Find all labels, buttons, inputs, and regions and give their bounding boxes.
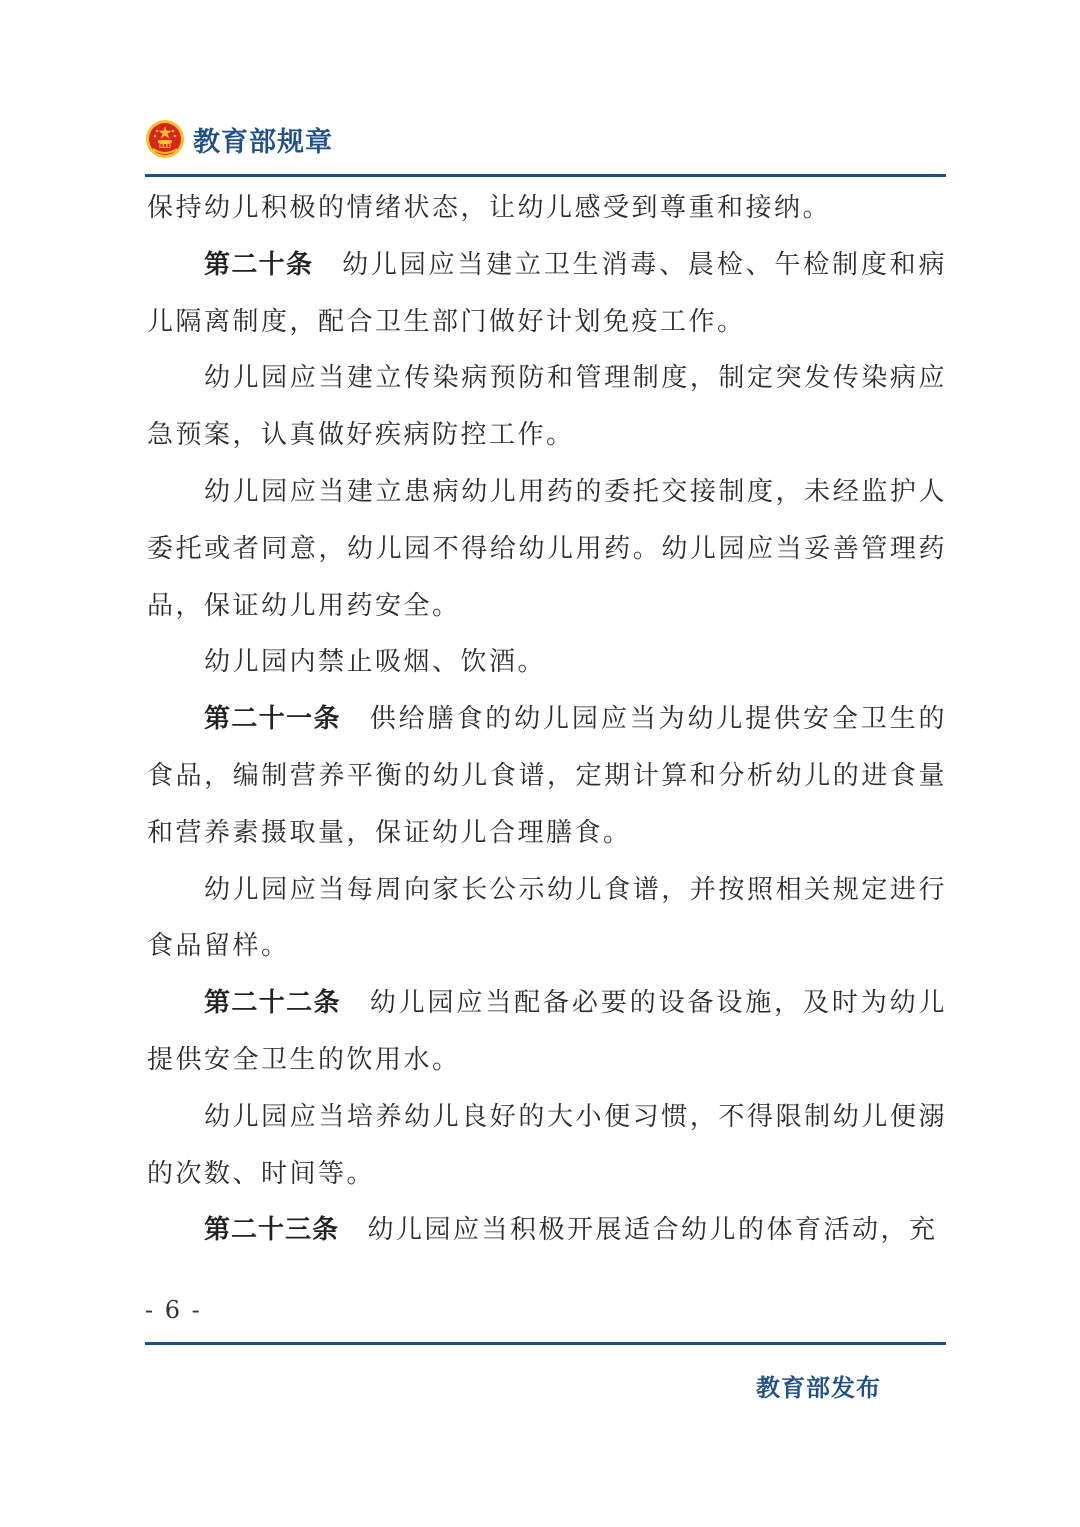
paragraph-text: 供给膳食的幼儿园应当为幼儿提供安全卫生的食品，编制营养平衡的幼儿食谱，定期计算和分析幼儿的进食量和营养素摄取量，保证幼儿合理膳食。 — [147, 704, 947, 848]
paragraph — [147, 1202, 947, 1259]
paragraph-text: 幼儿园应当积极开展适合幼儿的体育活动，充 — [367, 1215, 938, 1246]
page-header — [145, 116, 333, 162]
page-number: - 6 - — [145, 1296, 202, 1324]
paragraph-text: 幼儿园应当配备必要的设备设施，及时为幼儿提供安全卫生的饮用水。 — [147, 988, 947, 1075]
document-body — [147, 180, 947, 1259]
paragraph — [147, 1089, 947, 1203]
header-divider — [145, 174, 946, 177]
paragraph — [147, 464, 947, 634]
paragraph-text: 幼儿园内禁止吸烟、饮酒。 — [204, 647, 547, 678]
article-number: 第二十一条 — [204, 704, 341, 735]
article-number: 第二十三条 — [204, 1215, 340, 1246]
paragraph — [147, 237, 947, 351]
paragraph-text: 幼儿园应当建立患病幼儿用药的委托交接制度，未经监护人委托或者同意，幼儿园不得给幼儿用药。幼儿园应当妥善管理药品，保证幼儿用药安全。 — [147, 476, 947, 621]
header-title: 教育部规章 — [193, 126, 333, 158]
paragraph-text: 幼儿园应当建立卫生消毒、晨检、午检制度和病儿隔离制度，配合卫生部门做好计划免疫工作。 — [147, 249, 947, 337]
paragraph-text: 幼儿园应当建立传染病预防和管理制度，制定突发传染病应急预案，认真做好疾病防控工作。 — [147, 363, 947, 451]
paragraph-text: 保持幼儿积极的情绪状态，让幼儿感受到尊重和接纳。 — [147, 193, 832, 223]
footer-publisher: 教育部发布 — [756, 1373, 881, 1402]
paragraph — [147, 862, 947, 976]
article-number: 第二十二条 — [204, 988, 341, 1019]
footer-divider — [145, 1342, 946, 1345]
national-emblem-icon — [145, 119, 185, 159]
paragraph — [147, 691, 947, 861]
paragraph — [147, 180, 947, 237]
paragraph — [147, 634, 947, 691]
article-number: 第二十条 — [204, 249, 314, 280]
paragraph — [147, 350, 947, 464]
paragraph-text: 幼儿园应当培养幼儿良好的大小便习惯，不得限制幼儿便溺的次数、时间等。 — [147, 1101, 947, 1189]
paragraph — [147, 975, 947, 1089]
paragraph-text: 幼儿园应当每周向家长公示幼儿食谱，并按照相关规定进行食品留样。 — [147, 874, 947, 962]
